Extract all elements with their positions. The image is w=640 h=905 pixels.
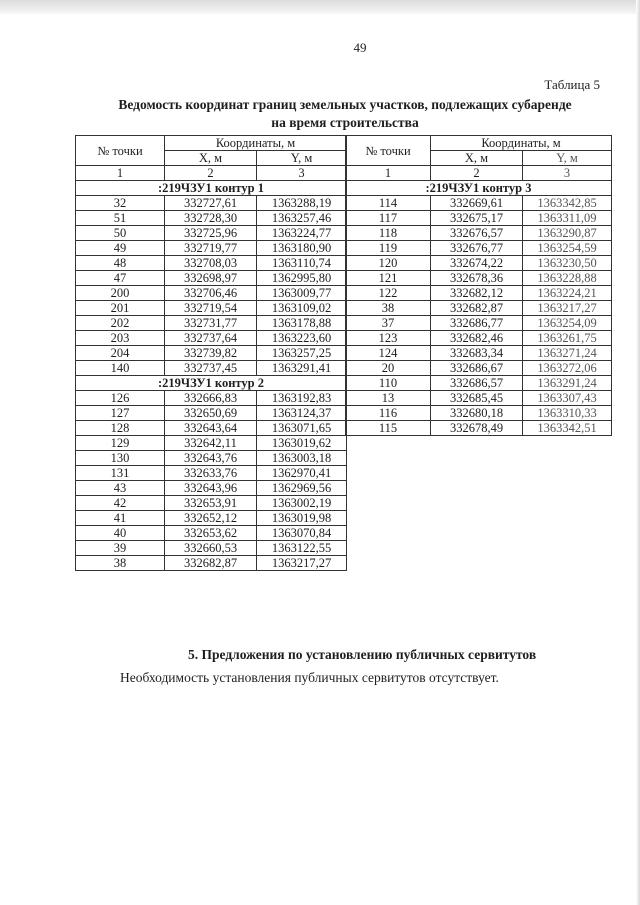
x-value: 332731,77 [165, 316, 257, 331]
table-row [346, 316, 612, 331]
table-row [76, 346, 347, 361]
y-value: 1363110,74 [257, 256, 347, 271]
table-row [346, 361, 612, 376]
point-number: 124 [346, 346, 431, 361]
y-value: 1363288,19 [257, 196, 347, 211]
contour-label: :219ЧЗУ1 контур 1 [76, 181, 347, 196]
table-row [76, 241, 347, 256]
y-value: 1363310,33 [523, 406, 612, 421]
table-row [346, 391, 612, 406]
x-value: 332660,53 [165, 541, 257, 556]
table-row [346, 271, 612, 286]
coordinates-table-left [75, 135, 347, 571]
table-row [346, 301, 612, 316]
header-coords: Координаты, м [165, 136, 347, 151]
table-row [76, 436, 347, 451]
point-number: 127 [76, 406, 165, 421]
column-number: 3 [257, 166, 347, 181]
table-row [346, 331, 612, 346]
table-row [76, 226, 347, 241]
table-row [76, 331, 347, 346]
point-number: 37 [346, 316, 431, 331]
x-value: 332642,11 [165, 436, 257, 451]
header-point: № точки [76, 136, 165, 166]
scan-top-edge [0, 0, 640, 14]
contour-label: :219ЧЗУ1 контур 3 [346, 181, 612, 196]
point-number: 41 [76, 511, 165, 526]
table-row [76, 391, 347, 406]
table-row [76, 256, 347, 271]
section-5-text: Необходимость установления публичных сервитутов отсутствует. [120, 670, 499, 685]
x-value: 332669,61 [431, 196, 523, 211]
contour-label: :219ЧЗУ1 контур 2 [76, 376, 347, 391]
point-number: 131 [76, 466, 165, 481]
y-value: 1363019,62 [257, 436, 347, 451]
x-value: 332675,17 [431, 211, 523, 226]
header-point: № точки [346, 136, 431, 166]
column-number: 2 [165, 166, 257, 181]
contour-2-rows [76, 391, 347, 571]
column-number: 2 [431, 166, 523, 181]
point-number: 32 [76, 196, 165, 211]
table-row [76, 406, 347, 421]
x-value: 332676,57 [431, 226, 523, 241]
y-value: 1363254,09 [523, 316, 612, 331]
y-value: 1363019,98 [257, 511, 347, 526]
table-row [76, 301, 347, 316]
x-value: 332643,64 [165, 421, 257, 436]
column-number: 1 [346, 166, 431, 181]
y-value: 1363178,88 [257, 316, 347, 331]
x-value: 332737,64 [165, 331, 257, 346]
table-label: Таблица 5 [544, 77, 600, 92]
y-value: 1363290,87 [523, 226, 612, 241]
contour-row [346, 181, 612, 196]
column-number-row [346, 166, 612, 181]
contour-row [76, 181, 347, 196]
contour-3-rows [346, 196, 612, 436]
point-number: 118 [346, 226, 431, 241]
x-value: 332686,57 [431, 376, 523, 391]
y-value: 1363002,19 [257, 496, 347, 511]
point-number: 13 [346, 391, 431, 406]
table-row [76, 361, 347, 376]
point-number: 119 [346, 241, 431, 256]
x-value: 332682,46 [431, 331, 523, 346]
table-row [76, 271, 347, 286]
coordinates-table-right [345, 135, 612, 436]
point-number: 43 [76, 481, 165, 496]
header-x: X, м [431, 151, 523, 166]
x-value: 332725,96 [165, 226, 257, 241]
point-number: 129 [76, 436, 165, 451]
x-value: 332686,67 [431, 361, 523, 376]
x-value: 332685,45 [431, 391, 523, 406]
y-value: 1363342,85 [523, 196, 612, 211]
point-number: 123 [346, 331, 431, 346]
header-x: X, м [165, 151, 257, 166]
point-number: 51 [76, 211, 165, 226]
table-row [76, 466, 347, 481]
point-number: 122 [346, 286, 431, 301]
point-number: 40 [76, 526, 165, 541]
y-value: 1363071,65 [257, 421, 347, 436]
table-row [346, 241, 612, 256]
y-value: 1363217,27 [523, 301, 612, 316]
y-value: 1363003,18 [257, 451, 347, 466]
table-row [76, 286, 347, 301]
x-value: 332653,91 [165, 496, 257, 511]
x-value: 332728,30 [165, 211, 257, 226]
x-value: 332678,49 [431, 421, 523, 436]
contour-row [76, 376, 347, 391]
y-value: 1363257,46 [257, 211, 347, 226]
x-value: 332739,82 [165, 346, 257, 361]
table-row [76, 316, 347, 331]
header-coords: Координаты, м [431, 136, 612, 151]
column-number: 3 [523, 166, 612, 181]
x-value: 332683,34 [431, 346, 523, 361]
scan-right-edge [636, 0, 640, 905]
point-number: 204 [76, 346, 165, 361]
title-line-2: на время строительства [271, 115, 419, 130]
page-number: 49 [353, 40, 367, 55]
column-number: 1 [76, 166, 165, 181]
column-number-row [76, 166, 347, 181]
table-row [76, 421, 347, 436]
x-value: 332706,46 [165, 286, 257, 301]
table-row [76, 451, 347, 466]
y-value: 1363180,90 [257, 241, 347, 256]
header-row [76, 136, 347, 151]
y-value: 1363217,27 [257, 556, 347, 571]
point-number: 201 [76, 301, 165, 316]
table-row [346, 211, 612, 226]
point-number: 49 [76, 241, 165, 256]
x-value: 332674,22 [431, 256, 523, 271]
table-row [76, 496, 347, 511]
x-value: 332680,18 [431, 406, 523, 421]
x-value: 332719,77 [165, 241, 257, 256]
table-row [346, 421, 612, 436]
point-number: 116 [346, 406, 431, 421]
section-5-title: 5. Предложения по установлению публичных сервитутов [188, 647, 537, 662]
point-number: 38 [346, 301, 431, 316]
y-value: 1363342,51 [523, 421, 612, 436]
x-value: 332682,87 [431, 301, 523, 316]
point-number: 47 [76, 271, 165, 286]
y-value: 1363254,59 [523, 241, 612, 256]
point-number: 115 [346, 421, 431, 436]
point-number: 126 [76, 391, 165, 406]
x-value: 332682,12 [431, 286, 523, 301]
x-value: 332676,77 [431, 241, 523, 256]
table-row [76, 541, 347, 556]
y-value: 1362969,56 [257, 481, 347, 496]
y-value: 1363257,25 [257, 346, 347, 361]
y-value: 1363109,02 [257, 301, 347, 316]
header-y: Y, м [523, 151, 612, 166]
y-value: 1362970,41 [257, 466, 347, 481]
point-number: 117 [346, 211, 431, 226]
x-value: 332643,96 [165, 481, 257, 496]
point-number: 114 [346, 196, 431, 211]
x-value: 332686,77 [431, 316, 523, 331]
y-value: 1363291,24 [523, 376, 612, 391]
y-value: 1363070,84 [257, 526, 347, 541]
header-row [346, 136, 612, 151]
x-value: 332698,97 [165, 271, 257, 286]
y-value: 1363228,88 [523, 271, 612, 286]
x-value: 332666,83 [165, 391, 257, 406]
point-number: 203 [76, 331, 165, 346]
point-number: 110 [346, 376, 431, 391]
y-value: 1363009,77 [257, 286, 347, 301]
point-number: 50 [76, 226, 165, 241]
y-value: 1363272,06 [523, 361, 612, 376]
y-value: 1363224,77 [257, 226, 347, 241]
table-row [76, 511, 347, 526]
table-row [346, 226, 612, 241]
y-value: 1363261,75 [523, 331, 612, 346]
point-number: 42 [76, 496, 165, 511]
point-number: 38 [76, 556, 165, 571]
y-value: 1363124,37 [257, 406, 347, 421]
x-value: 332727,61 [165, 196, 257, 211]
x-value: 332708,03 [165, 256, 257, 271]
y-value: 1363224,21 [523, 286, 612, 301]
y-value: 1363271,24 [523, 346, 612, 361]
y-value: 1362995,80 [257, 271, 347, 286]
table-row [76, 481, 347, 496]
table-row [346, 196, 612, 211]
document-title [70, 96, 620, 132]
table-row [76, 526, 347, 541]
point-number: 200 [76, 286, 165, 301]
y-value: 1363192,83 [257, 391, 347, 406]
y-value: 1363122,55 [257, 541, 347, 556]
table-row [76, 196, 347, 211]
y-value: 1363311,09 [523, 211, 612, 226]
table-row [346, 406, 612, 421]
x-value: 332682,87 [165, 556, 257, 571]
point-number: 120 [346, 256, 431, 271]
x-value: 332643,76 [165, 451, 257, 466]
table-row [346, 346, 612, 361]
point-number: 140 [76, 361, 165, 376]
y-value: 1363307,43 [523, 391, 612, 406]
point-number: 39 [76, 541, 165, 556]
table-row [76, 556, 347, 571]
point-number: 202 [76, 316, 165, 331]
table-row [346, 286, 612, 301]
x-value: 332652,12 [165, 511, 257, 526]
y-value: 1363230,50 [523, 256, 612, 271]
point-number: 130 [76, 451, 165, 466]
table-row [346, 376, 612, 391]
x-value: 332650,69 [165, 406, 257, 421]
table-row [346, 256, 612, 271]
header-y: Y, м [257, 151, 347, 166]
x-value: 332719,54 [165, 301, 257, 316]
point-number: 20 [346, 361, 431, 376]
point-number: 128 [76, 421, 165, 436]
contour-1-rows [76, 196, 347, 376]
point-number: 121 [346, 271, 431, 286]
title-line-1: Ведомость координат границ земельных участков, подлежащих субаренде [118, 97, 572, 112]
point-number: 48 [76, 256, 165, 271]
x-value: 332737,45 [165, 361, 257, 376]
x-value: 332653,62 [165, 526, 257, 541]
y-value: 1363223,60 [257, 331, 347, 346]
y-value: 1363291,41 [257, 361, 347, 376]
x-value: 332633,76 [165, 466, 257, 481]
table-row [76, 211, 347, 226]
x-value: 332678,36 [431, 271, 523, 286]
